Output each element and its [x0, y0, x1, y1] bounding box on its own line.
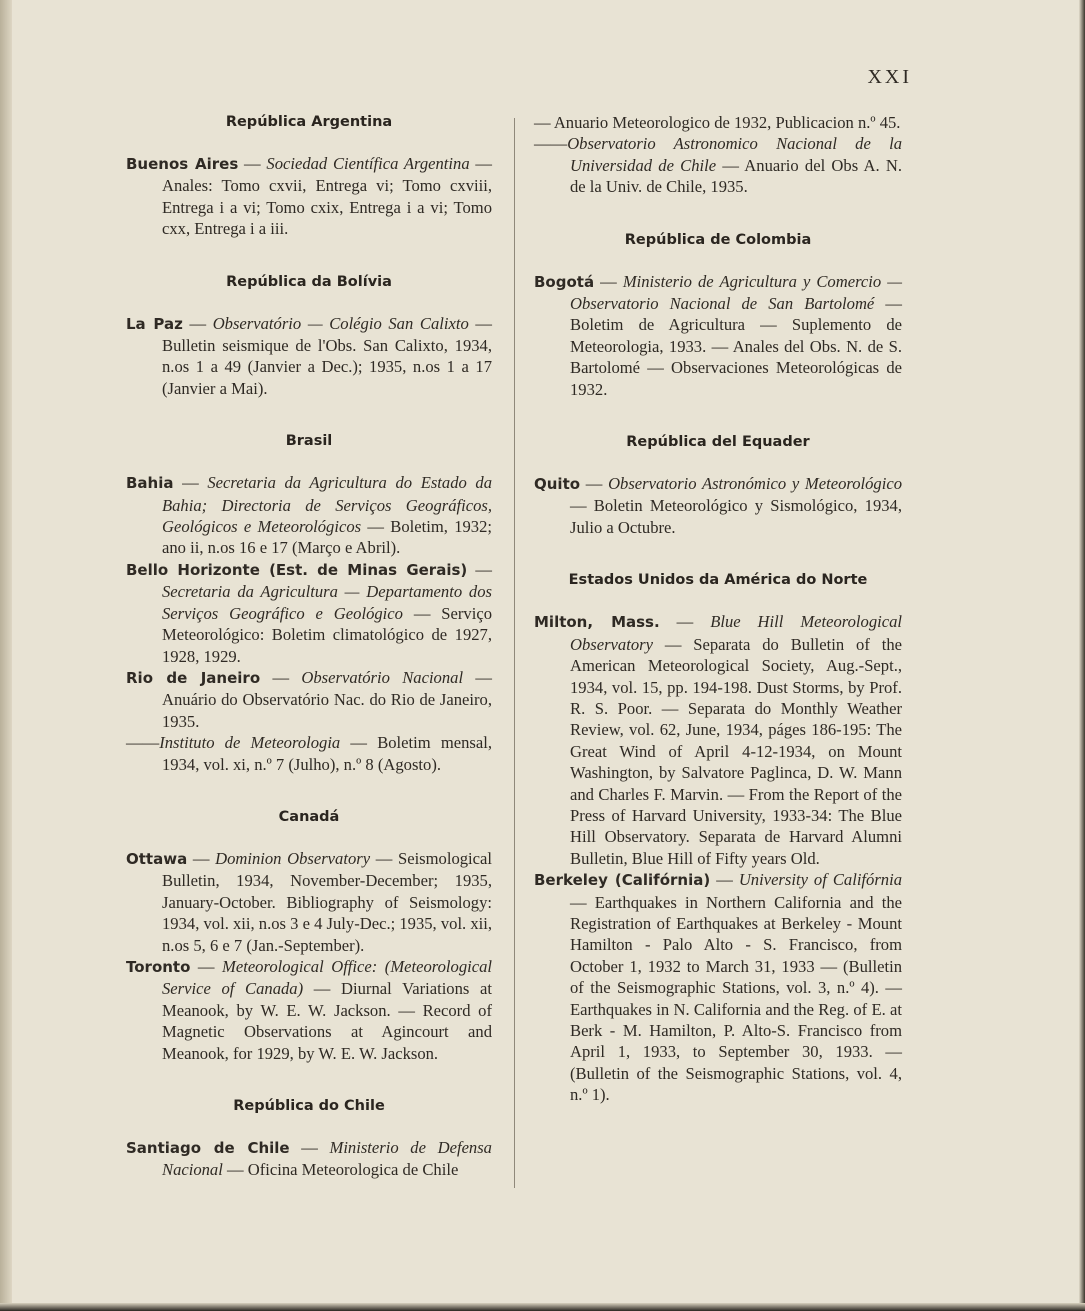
entry-institution: Secretaria da Agricultura — Departamento dos Serviços Geográfico e Geológico: [162, 582, 492, 623]
page-edge-left: [0, 0, 12, 1311]
entry-separator: —: [238, 154, 267, 173]
entry-separator: —: [594, 271, 623, 291]
bibliography-entry: [534, 611, 902, 869]
entry-place: Santiago de Chile: [126, 1139, 290, 1157]
bibliography-entry: [126, 1137, 492, 1181]
entry-details: — Anuário do Observatório Nac. do Rio de Janeiro, 1935.: [162, 667, 492, 731]
entry-details: — Anuario del Obs A. N. de la Univ. de Chile, 1935.: [570, 155, 902, 197]
entry-institution: Observatório Nacional: [301, 667, 464, 687]
entry-separator: —: [260, 667, 302, 687]
entry-institution: Blue Hill Meteorological Observatory: [570, 612, 903, 654]
section-heading: República de Colombia: [624, 231, 812, 248]
entry-institution: Secretaria da Agricultura do Estado da Bahia; Directoria de Serviços Geográficos, Geológicos e Meteorológicos: [162, 473, 493, 537]
entry-details: — Serviço Meteorológico: Boletim climatológico de 1927, 1928, 1929.: [162, 603, 492, 666]
section-heading: República da Bolívia: [226, 273, 392, 290]
section-heading: República del Equader: [626, 434, 810, 451]
bibliography-entry: [126, 472, 492, 559]
entry-institution: Dominion Observatory: [215, 848, 371, 868]
entry-institution: Ministerio de Agricultura y Comercio — Observatorio Nacional de San Bartolomé: [570, 271, 903, 314]
bibliography-entry: [534, 133, 902, 197]
entry-institution: Observatorio Astronómico y Meteorológico: [608, 474, 902, 494]
continuation-dash: ——: [126, 733, 160, 753]
entry-institution: Ministerio de Defensa Nacional: [162, 1138, 492, 1180]
bibliography-entry: [126, 313, 492, 400]
continuation-dash: ——: [534, 134, 568, 154]
section-heading: Canadá: [278, 808, 340, 825]
page-number: XXI: [867, 66, 912, 88]
entry-details: — Seismological Bulletin, 1934, November-December; 1935, January-October. Bibliography of Seismology: 1934, vol. xii, n.os 3 e 4 July-Dec.; 1935, vol. xii, n.os 5, 6 e 7 (Jan.-September).: [162, 848, 493, 955]
entry-separator: —: [289, 1138, 330, 1157]
bibliography-entry: [126, 956, 492, 1064]
section-heading: Estados Unidos da América do Norte: [568, 572, 868, 589]
section-heading: República Argentina: [225, 114, 393, 130]
entry-place: Bello Horizonte (Est. de Minas Gerais): [126, 560, 468, 579]
page-edge-right: [1079, 0, 1085, 1311]
entry-institution: Observatório — Colégio San Calixto: [212, 313, 469, 333]
entry-details: — Boletim de Agricultura — Suplemento de Meteorologia, 1933. — Anales del Obs. N. de S. Bartolomé — Observaciones Meteorológicas de 1932.: [570, 294, 902, 399]
bibliography-entry: [534, 473, 902, 538]
entry-place: Bogotá: [534, 272, 595, 291]
bibliography-entry: [126, 667, 492, 732]
bibliography-entry: [126, 153, 492, 240]
entry-place: Buenos Aires: [126, 155, 239, 173]
entry-separator: —: [187, 848, 216, 868]
bibliography-entry: [126, 559, 492, 667]
entry-details: — Earthquakes in Northern California and the Registration of Earthquakes at Berkeley - Mount Hamilton - Palo Alto - S. Francisco, from October 1, 1932 to March 31, 1933 — (Bulletin of the Seismographic Stations, vol. 3, n.º 4). — Earthquakes in N. California and the Reg. of E. at Berk - M. Hamilton, P. Alto-S. Francisco from April 1, 1933, to September 30, 1933. — (Bulletin of the Seismographic Stations, vol. 4, n.º 1).: [570, 892, 902, 1105]
entry-place: Berkeley (Califórnia): [534, 871, 711, 890]
bibliography-entry: [534, 869, 902, 1105]
entry-separator: —: [659, 612, 711, 632]
left-column: [126, 112, 492, 1181]
right-column: [534, 112, 902, 1106]
bibliography-entry: [126, 732, 492, 775]
entry-place: La Paz: [126, 314, 183, 333]
entry-details: — Separata do Bulletin of the American Meteorological Society, Aug.-Sept., 1934, vol. 15, pp. 194-198. Dust Storms, by Prof. R. S. Poor. — Separata do Monthly Weather Review, vol. 62, June, 1934, páges 186-195: The Great Wind of April 4-12-1934, on Mount Washington, by Salvatore Paglinca, D. W. Mann and Charles F. Marvin. — From the Report of the Press of Harvard University, 1933-34: The Blue Hill Observatory. Separata de Harvard Alumni Bulletin, Blue Hill of Fifty years Old.: [570, 634, 902, 868]
entry-details: — Anales: Tomo cxvii, Entrega vi; Tomo cxviii, Entrega i a vi; Tomo cxix, Entrega i a vi; Tomo cxx, Entrega i a iii.: [162, 154, 492, 239]
entry-details: — Boletim mensal, 1934, vol. xi, n.º 7 (Julho), n.º 8 (Agosto).: [162, 733, 492, 774]
entry-institution: Sociedad Científica Argentina: [266, 154, 470, 173]
entry-place: Milton, Mass.: [534, 613, 660, 632]
entry-details: — Anuario Meteorologico de 1932, Publicacion n.º 45.: [534, 113, 901, 132]
entry-separator: —: [190, 956, 223, 976]
section-heading: Brasil: [285, 433, 333, 450]
entry-place: Toronto: [126, 957, 191, 976]
entry-details: — Diurnal Variations at Meanook, by W. E. W. Jackson. — Record of Magnetic Observations at Agincourt and Meanook, for 1929, by W. E. W. Jackson.: [162, 979, 492, 1063]
page-edge-bottom: [0, 1303, 1085, 1311]
bibliography-entry: [126, 848, 492, 956]
entry-separator: —: [580, 474, 609, 494]
column-divider: [514, 118, 515, 1188]
entry-separator: —: [182, 313, 213, 333]
bibliography-entry: [534, 112, 902, 133]
entry-details: — Boletin Meteorológico y Sismológico, 1934, Julio a Octubre.: [570, 496, 902, 537]
entry-institution: Meteorological Office: (Meteorological Service of Canada): [162, 956, 492, 999]
entry-place: Ottawa: [126, 849, 188, 868]
entry-institution: University of Califórnia: [738, 870, 902, 890]
entry-institution: Observatorio Astronomico Nacional de la Universidad de Chile: [567, 134, 902, 175]
entry-separator: —: [710, 870, 739, 890]
entry-separator: —: [173, 473, 208, 493]
section-heading: República do Chile: [233, 1098, 385, 1114]
entry-place: Rio de Janeiro: [126, 668, 261, 687]
entry-place: Bahia: [126, 474, 174, 493]
entry-details: — Bulletin seismique de l'Obs. San Calixto, 1934, n.os 1 a 49 (Janvier a Dec.); 1935, n.os 1 a 17 (Janvier a Mai).: [162, 313, 492, 398]
entry-institution: Instituto de Meteorologia: [159, 733, 341, 753]
entry-details: — Oficina Meteorologica de Chile: [222, 1160, 459, 1180]
entry-place: Quito: [534, 475, 581, 494]
entry-details: — Boletim, 1932; ano ii, n.os 16 e 17 (Março e Abril).: [162, 517, 493, 558]
bibliography-entry: [534, 271, 902, 400]
entry-separator: —: [467, 559, 492, 579]
